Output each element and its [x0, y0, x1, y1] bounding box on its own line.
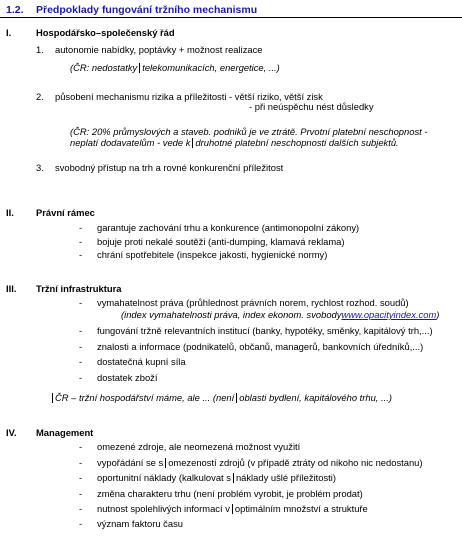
- list-item: omezené zdroje, ale neomezená možnost využití: [97, 441, 301, 452]
- note-text: neplatí dodavatelům - vede k: [70, 137, 191, 148]
- note-line: [70, 62, 280, 73]
- dash-bullet: -: [79, 356, 83, 367]
- list-item: význam faktoru času: [97, 518, 183, 529]
- missing-glyph-icon: [232, 504, 233, 514]
- list-item: bojuje proti nekalé soutěži (anti-dumping, klamavá reklama): [97, 236, 345, 247]
- list-item: fungování tržně relevantních institucí (banky, hypotéky, směnky, kapitálový trh,...): [97, 325, 433, 336]
- dash-bullet: -: [79, 457, 83, 468]
- dash-bullet: -: [79, 518, 83, 529]
- note-line: [70, 137, 399, 148]
- roman-numeral-3: III.: [6, 283, 17, 294]
- list-item: [97, 503, 368, 514]
- note-text: ): [436, 309, 440, 320]
- dash-bullet: -: [79, 236, 83, 247]
- roman-numeral-1: I.: [6, 27, 12, 38]
- dash-bullet: -: [79, 472, 83, 483]
- dash-bullet: -: [79, 372, 83, 383]
- list-item: dostatečná kupní síla: [97, 356, 186, 367]
- list-item: [97, 457, 423, 468]
- missing-glyph-icon: [52, 393, 53, 403]
- note-text: (ČR: nedostatky: [70, 62, 138, 73]
- section-heading-1: Hospodářsko–společenský řád: [36, 27, 175, 38]
- section-heading-2: Právní rámec: [36, 207, 95, 218]
- missing-glyph-icon: [192, 138, 193, 148]
- missing-glyph-icon: [139, 63, 140, 73]
- dash-bullet: -: [79, 297, 83, 308]
- missing-glyph-icon: [233, 473, 234, 483]
- dash-bullet: -: [79, 341, 83, 352]
- item-text: náklady ušlé příležitosti): [235, 472, 336, 483]
- dash-bullet: -: [79, 222, 83, 233]
- note-line: [121, 309, 439, 320]
- item-number: 1.: [36, 44, 44, 55]
- list-item: působení mechanismu rizika a příležitosti - větší riziko, větší zisk: [55, 91, 323, 102]
- list-item: znalosti a informace (podnikatelů, občanů, managerů, bankovních úředníků,...): [97, 341, 424, 352]
- note-line: [50, 392, 392, 403]
- section-number: 1.2.: [6, 4, 24, 16]
- missing-glyph-icon: [165, 458, 166, 468]
- list-item: chrání spotřebitele (inspekce jakosti, hygienické normy): [97, 249, 328, 260]
- note-text: (index vymahatelnosti práva, index ekonom. svobody: [121, 309, 342, 320]
- note-text: druhotné platební neschopnosti dalších subjektů.: [195, 137, 399, 148]
- list-item: autonomie nabídky, poptávky + možnost realizace: [55, 44, 263, 55]
- section-heading-4: Management: [36, 427, 94, 438]
- list-item: garantuje zachování trhu a konkurence (antimonopolní zákony): [97, 222, 360, 233]
- note-text: ČR – tržní hospodářství máme, ale ... (není: [55, 392, 235, 403]
- roman-numeral-4: IV.: [6, 427, 17, 438]
- note-text: oblasti bydlení, kapitálového trhu, ...): [239, 392, 392, 403]
- item-text: optimálním množství a struktuře: [234, 503, 368, 514]
- item-text: omezeností zdrojů (v případě ztráty od nikoho nic nedostanu): [168, 457, 423, 468]
- item-text: oportunitní náklady (kalkulovat s: [97, 472, 231, 483]
- opacity-index-link[interactable]: www.opacityindex.com: [341, 309, 437, 320]
- title-divider: [0, 17, 462, 18]
- list-item-continuation: - při neúspěchu nést důsledky: [249, 101, 374, 112]
- item-text: nutnost spolehlivých informací v: [97, 503, 230, 514]
- roman-numeral-2: II.: [6, 207, 14, 218]
- dash-bullet: -: [79, 503, 83, 514]
- dash-bullet: -: [79, 325, 83, 336]
- dash-bullet: -: [79, 249, 83, 260]
- dash-bullet: -: [79, 441, 83, 452]
- list-item: svobodný přístup na trh a rovné konkurenční příležitost: [55, 162, 284, 173]
- item-number: 2.: [36, 91, 44, 102]
- list-item: změna charakteru trhu (není problém vyrobit, je problém prodat): [97, 488, 363, 499]
- page-title: Předpoklady fungování tržního mechanismu: [36, 4, 258, 16]
- section-heading-3: Tržní infrastruktura: [36, 283, 122, 294]
- note-line: (ČR: 20% průmyslových a staveb. podniků je ve ztrátě. Prvotní platební neschopnost -: [70, 126, 428, 137]
- note-text: telekomunikacích, energetice, ...): [142, 62, 280, 73]
- list-item: vymahatelnost práva (průhlednost právních norem, rychlost rozhod. soudů): [97, 297, 409, 308]
- list-item: [97, 472, 336, 483]
- item-text: vypořádání se s: [97, 457, 164, 468]
- item-number: 3.: [36, 162, 44, 173]
- missing-glyph-icon: [236, 393, 237, 403]
- dash-bullet: -: [79, 488, 83, 499]
- list-item: dostatek zboží: [97, 372, 158, 383]
